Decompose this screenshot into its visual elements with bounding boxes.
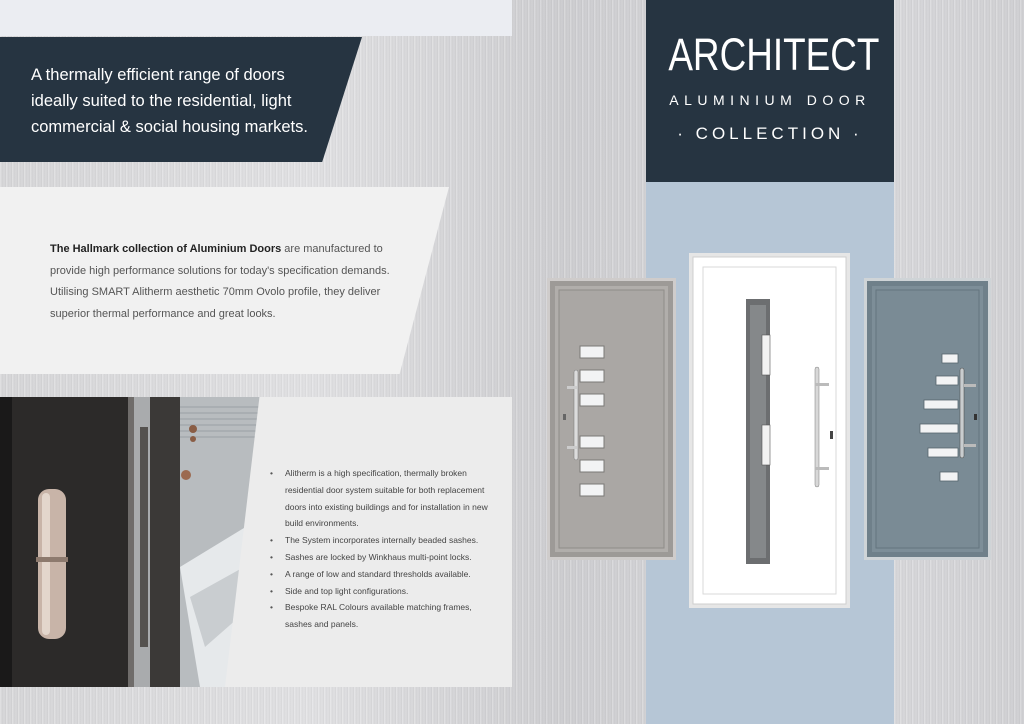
features-list [270, 465, 500, 633]
intro-text [50, 239, 390, 325]
tagline: A thermally efficient range of doors ideally suited to the residential, light commercial & social housing markets. [31, 66, 308, 136]
door-hinge-photo [0, 397, 262, 687]
door-slate-icon [864, 278, 991, 560]
title-box [646, 0, 894, 182]
intro-rest: are manufactured to provide high performance solutions for today's specification demands. Utilising SMART Alitherm aesthetic 70mm Ovolo profile, they deliver superior thermal performance and great looks. [50, 243, 390, 320]
title-main: ARCHITECT [668, 29, 880, 80]
feature-item: • Alitherm is a high specification, thermally broken residential door system suitable for both replacement doors into existing buildings and for installation in new build environments. [270, 465, 500, 532]
door-white-icon [689, 253, 850, 608]
feature-item: • Side and top light configurations. [270, 583, 500, 600]
feature-item: • A range of low and standard thresholds available. [270, 566, 500, 583]
top-strip [0, 0, 512, 36]
title-sub: ALUMINIUM DOOR [669, 92, 871, 108]
title-collection: · COLLECTION · [677, 124, 863, 143]
intro-bold: The Hallmark collection of Aluminium Doors [50, 243, 282, 255]
feature-item: • The System incorporates internally beaded sashes. [270, 532, 500, 549]
door-grey-icon [547, 278, 676, 560]
feature-item: • Sashes are locked by Winkhaus multi-point locks. [270, 549, 500, 566]
feature-item: • Bespoke RAL Colours available matching frames, sashes and panels. [270, 599, 500, 633]
